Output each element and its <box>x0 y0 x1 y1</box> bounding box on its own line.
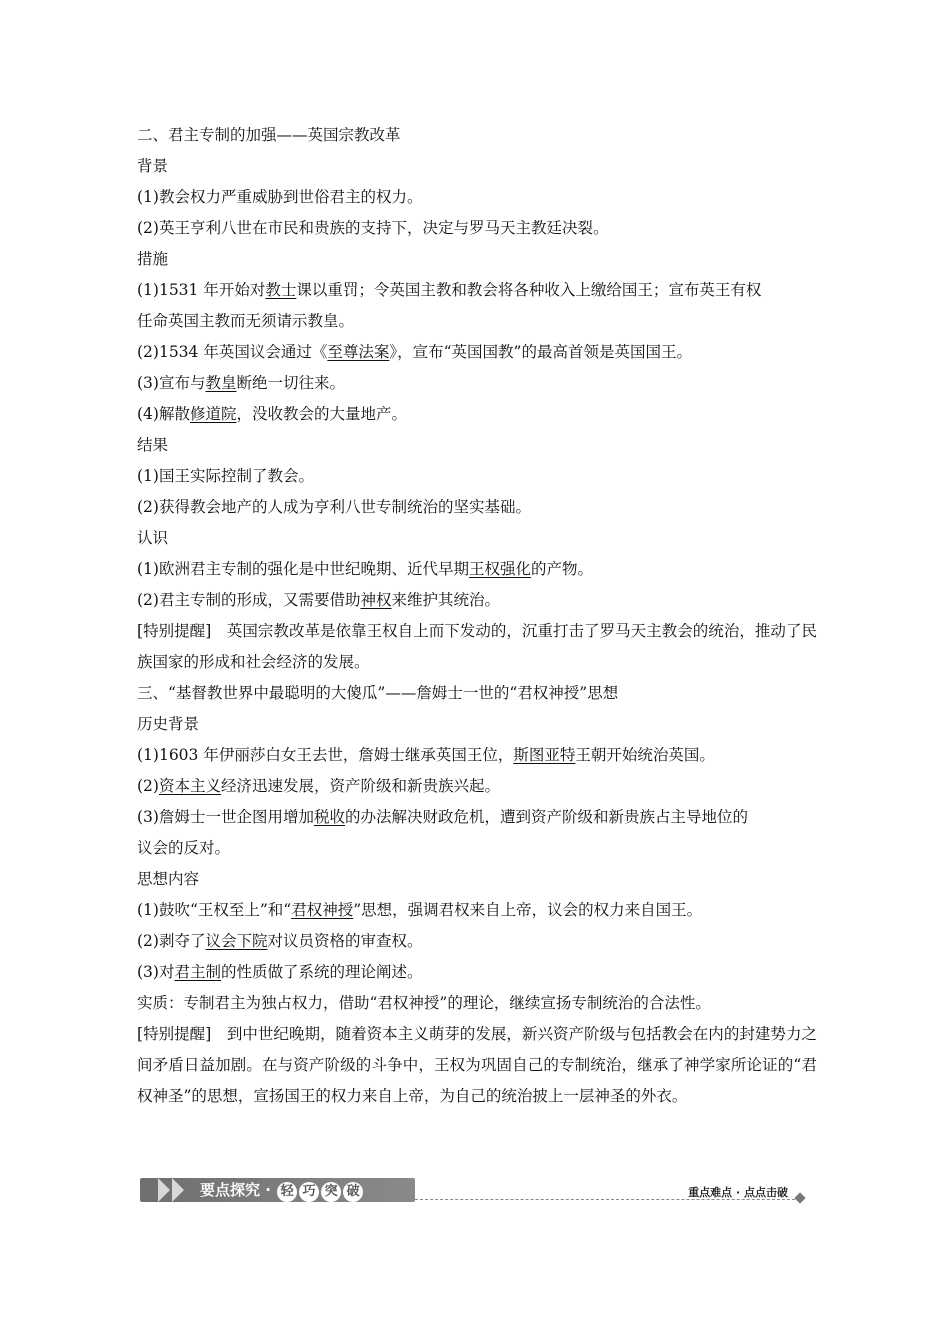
blank-answer: 神权 <box>360 591 392 609</box>
essence-line: 实质：专制君主为独占权力，借助“君权神授”的理论，继续宣扬专制统治的合法性。 <box>137 994 711 1012</box>
background-item-2: (2)英王亨利八世在市民和贵族的支持下，决定与罗马天主教廷决裂。 <box>137 219 609 237</box>
blank-answer: 至尊法案 <box>327 343 390 361</box>
diamond-icon <box>794 1192 805 1203</box>
thought-item-1: (1)鼓吹“王权至上”和“君权神授”思想，强调君权来自上帝，议会的权力来自国王。 <box>137 901 703 919</box>
chevron-right-icon <box>158 1178 170 1202</box>
banner-title: 要点探究 · 轻 巧 突 破 <box>200 1179 364 1202</box>
blank-answer: 君主制 <box>174 963 221 981</box>
measure-item-1-cont: 任命英国主教而无须请示教皇。 <box>137 312 355 330</box>
result-heading: 结果 <box>137 436 169 454</box>
background-heading: 背景 <box>137 157 169 175</box>
blank-answer: 修道院 <box>189 405 237 423</box>
thought-content-heading: 思想内容 <box>137 870 200 888</box>
understanding-item-2: (2)君主专制的形成，又需要借助神权来维护其统治。 <box>137 591 500 609</box>
banner-subtitle: 重点难点 · 点点击破 <box>688 1186 788 1199</box>
measure-item-2: (2)1534 年英国议会通过《至尊法案》，宣布“英国国教”的最高首领是英国国王。 <box>137 343 692 361</box>
measure-item-3: (3)宣布与教皇断绝一切往来。 <box>137 374 345 392</box>
measure-item-1: (1)1531 年开始对教士课以重罚；令英国主教和教会将各种收入上缴给国王；宣布英王有权 <box>137 281 762 299</box>
thought-item-2: (2)剥夺了议会下院对议员资格的审查权。 <box>137 932 423 950</box>
section-3-title: 三、“基督教世界中最聪明的大傻瓜”——詹姆士一世的“君权神授”思想 <box>137 684 619 702</box>
section-banner <box>140 1176 810 1206</box>
measure-item-4: (4)解散修道院，没收教会的大量地产。 <box>137 405 407 423</box>
history-item-3-cont: 议会的反对。 <box>137 839 231 857</box>
result-item-1: (1)国王实际控制了教会。 <box>137 467 314 485</box>
background-item-1: (1)教会权力严重威胁到世俗君主的权力。 <box>137 188 423 206</box>
history-background-heading: 历史背景 <box>137 715 200 733</box>
understanding-heading: 认识 <box>137 529 169 547</box>
document-body <box>137 120 817 1112</box>
history-item-3: (3)詹姆士一世企图用增加税收的办法解决财政危机，遭到资产阶级和新贵族占主导地位的 <box>137 808 748 826</box>
special-reminder-2: [特别提醒] 到中世纪晚期，随着资本主义萌芽的发展，新兴资产阶级与包括教会在内的封建势力之间矛盾日益加剧。在与资产阶级的斗争中，王权为巩固自己的专制统治，继承了神学家所论证的“君权神圣”的思想，宣扬国王的权力来自上帝，为自己的统治披上一层神圣的外衣。 <box>137 1025 817 1105</box>
chevron-right-icon <box>172 1178 184 1202</box>
history-item-2: (2)资本主义经济迅速发展，资产阶级和新贵族兴起。 <box>137 777 500 795</box>
blank-answer: 税收 <box>313 808 345 826</box>
special-reminder-1: [特别提醒] 英国宗教改革是依靠王权自上而下发动的，沉重打击了罗马天主教会的统治，推动了民族国家的形成和社会经济的发展。 <box>137 622 817 671</box>
blank-answer: 议会下院 <box>205 932 268 950</box>
thought-item-3: (3)对君主制的性质做了系统的理论阐述。 <box>137 963 423 981</box>
result-item-2: (2)获得教会地产的人成为亨利八世专制统治的坚实基础。 <box>137 498 531 516</box>
history-item-1: (1)1603 年伊丽莎白女王去世，詹姆士继承英国王位，斯图亚特王朝开始统治英国。 <box>137 746 715 764</box>
blank-answer: 君权神授 <box>291 901 354 919</box>
blank-answer: 资本主义 <box>158 777 221 795</box>
blank-answer: 教皇 <box>205 374 237 392</box>
section-2-title: 二、君主专制的加强——英国宗教改革 <box>137 126 401 144</box>
blank-answer: 斯图亚特 <box>513 746 576 764</box>
blank-answer: 教士 <box>265 281 297 299</box>
blank-answer: 王权强化 <box>468 560 531 578</box>
measures-heading: 措施 <box>137 250 169 268</box>
understanding-item-1: (1)欧洲君主专制的强化是中世纪晚期、近代早期王权强化的产物。 <box>137 560 593 578</box>
